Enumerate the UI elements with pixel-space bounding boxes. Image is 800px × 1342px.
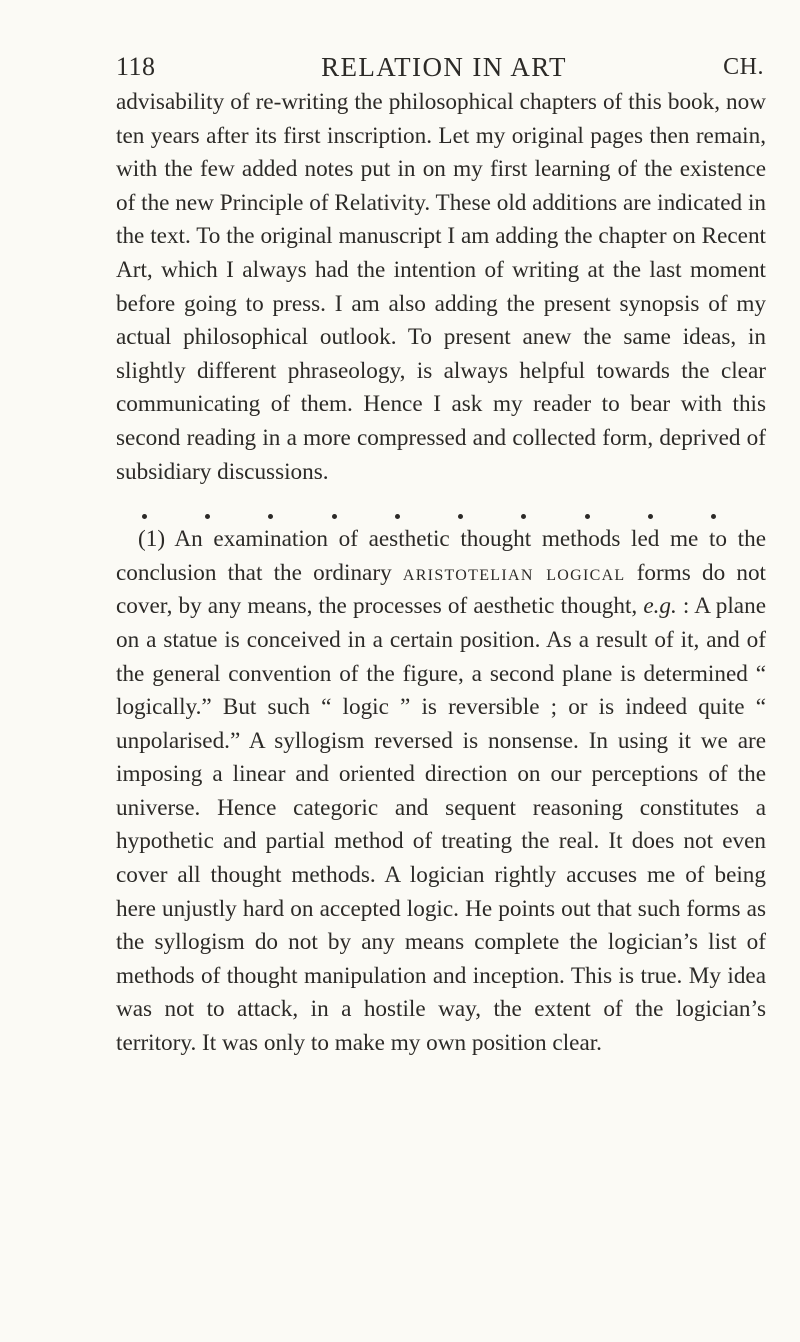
ellipsis-dot — [585, 514, 590, 519]
paragraph-2-middle: forms do not cover, by any means, the processes of aesthetic thought, — [116, 559, 766, 620]
ellipsis-dot — [521, 514, 526, 519]
section-break-dots — [142, 489, 716, 523]
body-text — [116, 86, 766, 1061]
ellipsis-dot — [332, 514, 337, 519]
paragraph-2-small-caps: aristotelian logical — [402, 559, 626, 586]
running-header — [116, 52, 772, 90]
paragraph-2-lead: (1) An examination of aesthetic thought methods led me to the conclusion that the ordinary — [116, 526, 766, 586]
paragraph-2-italic: e.g. — [643, 593, 677, 620]
paragraph-1: advisability of re-writing the philosophical chapters of this book, now ten years after its first inscription. Let my original pages then remain, with the few added notes put in on my first learning of the existence of the new Principle of Relativity. These old additions are indicated in the text. To the original manuscript I am adding the chapter on Recent Art, which I always had the intention of writing at the last moment before going to press. I am also adding the present synopsis of my actual philosophical outlook. To present anew the same ideas, in slightly different phraseology, is always helpful towards the clear communicating of them. Hence I ask my reader to bear with this second reading in a more compressed and collected form, deprived of subsidiary discussions. — [116, 89, 766, 485]
running-title: RELATION IN ART — [321, 52, 567, 82]
ellipsis-dot — [648, 514, 653, 519]
paragraph-2-rest: : A plane on a statue is conceived in a certain position. As a result of it, and of the general convention of the figure, a second plane is determined “ logically.” But such “ logic ” is reversible ; or is indeed quite “ unpolarised.” A syllogism reversed is nonsense. In using it we are imposing a linear and oriented direction on our perceptions of the universe. Hence categoric and sequent reasoning constitutes a hypothetic and partial method of treating the real. It does not even cover all thought methods. A logician rightly accuses me of being here unjustly hard on accepted logic. He points out that such forms as the syllogism do not by any means complete the logician’s list of methods of thought manipulation and inception. This is true. My idea was not to attack, in a hostile way, the extent of the logician’s territory. It was only to make my own position clear. — [116, 593, 766, 1057]
ellipsis-dot — [458, 514, 463, 519]
page-number: 118 — [116, 52, 156, 81]
ellipsis-dot — [268, 514, 273, 519]
ellipsis-dot — [711, 514, 716, 519]
ellipsis-dot — [395, 514, 400, 519]
chapter-tag: CH. — [723, 54, 764, 80]
ellipsis-dot — [142, 514, 147, 519]
paragraph-2 — [116, 523, 766, 1061]
ellipsis-dot — [205, 514, 210, 519]
